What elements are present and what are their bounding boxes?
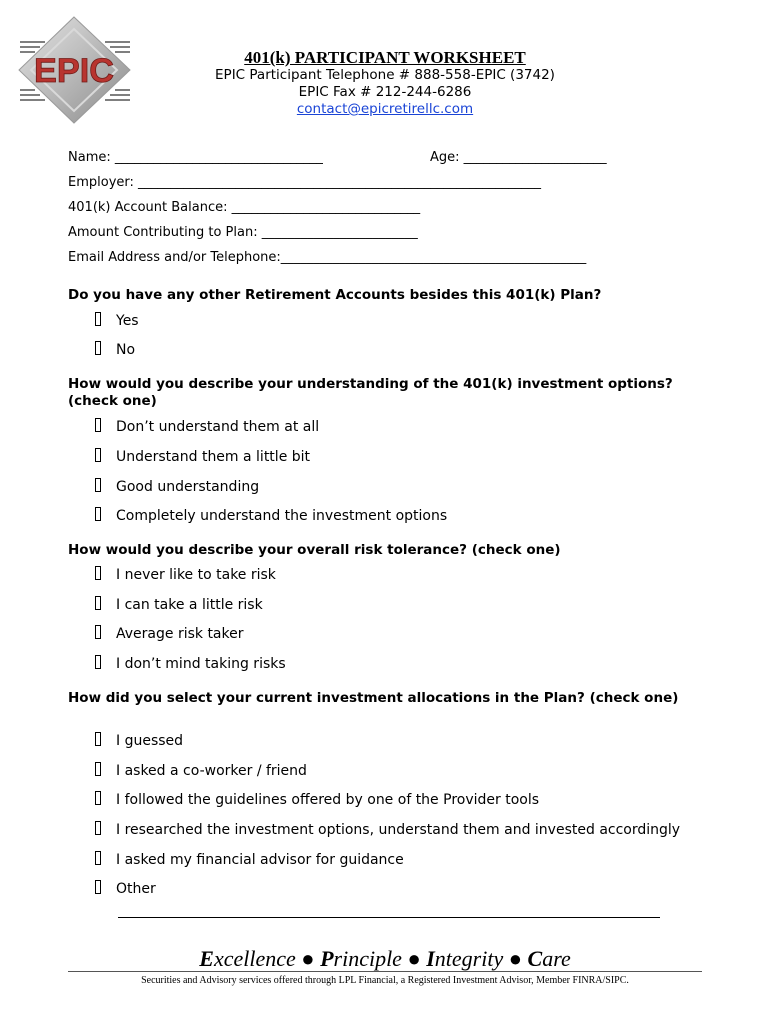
question-allocation-method: How did you select your current investment allocations in the Plan? (check one) xyxy=(68,690,679,706)
checkbox[interactable] xyxy=(95,341,101,355)
option-completely-understand[interactable]: Completely understand the investment options xyxy=(95,508,447,524)
checkbox[interactable] xyxy=(95,762,101,776)
checkbox[interactable] xyxy=(95,312,101,326)
checkbox[interactable] xyxy=(95,732,101,746)
option-yes[interactable]: Yes xyxy=(95,313,139,329)
checkbox[interactable] xyxy=(95,880,101,894)
option-dont-mind-risk[interactable]: I don’t mind taking risks xyxy=(95,656,286,672)
option-dont-understand[interactable]: Don’t understand them at all xyxy=(95,419,319,435)
option-good-understanding[interactable]: Good understanding xyxy=(95,479,259,495)
employer-field[interactable]: Employer: ______________________________________________________________ xyxy=(68,175,542,190)
checkbox[interactable] xyxy=(95,418,101,432)
logo-text: EPIC xyxy=(34,52,114,90)
age-field[interactable]: Age: ______________________ xyxy=(430,150,607,165)
header-fax: EPIC Fax # 212-244-6286 xyxy=(298,84,472,100)
worksheet-title: 401(k) PARTICIPANT WORKSHEET xyxy=(244,48,526,67)
checkbox[interactable] xyxy=(95,851,101,865)
checkbox[interactable] xyxy=(95,566,101,580)
footer-legal-text: Securities and Advisory services offered through LPL Financial, a Registered Investment Advisor, Member FINRA/SIPC. xyxy=(141,975,629,986)
email-telephone-field[interactable]: Email Address and/or Telephone:_______________________________________________ xyxy=(68,250,587,265)
checkbox[interactable] xyxy=(95,448,101,462)
option-provider-tools[interactable]: I followed the guidelines offered by one of the Provider tools xyxy=(95,792,539,808)
option-guessed[interactable]: I guessed xyxy=(95,733,183,749)
option-coworker[interactable]: I asked a co-worker / friend xyxy=(95,763,307,779)
footer-divider xyxy=(68,971,702,972)
checkbox[interactable] xyxy=(95,791,101,805)
checkbox[interactable] xyxy=(95,596,101,610)
option-little-bit[interactable]: Understand them a little bit xyxy=(95,449,310,465)
option-researched[interactable]: I researched the investment options, understand them and invested accordingly xyxy=(95,822,680,838)
checkbox[interactable] xyxy=(95,655,101,669)
header-email-row xyxy=(0,101,770,117)
checkbox[interactable] xyxy=(95,821,101,835)
header-phone: EPIC Participant Telephone # 888-558-EPIC (3742) xyxy=(215,67,555,83)
option-no[interactable]: No xyxy=(95,342,135,358)
account-balance-field[interactable]: 401(k) Account Balance: _____________________________ xyxy=(68,200,421,215)
question-other-accounts: Do you have any other Retirement Accounts besides this 401(k) Plan? xyxy=(68,287,602,303)
question-risk-tolerance: How would you describe your overall risk tolerance? (check one) xyxy=(68,542,561,558)
footer-motto: Excellence ● Principle ● Integrity ● Care xyxy=(199,946,571,971)
option-financial-advisor[interactable]: I asked my financial advisor for guidance xyxy=(95,852,404,868)
option-average-risk[interactable]: Average risk taker xyxy=(95,626,243,642)
option-other[interactable]: Other xyxy=(95,881,156,897)
email-link[interactable]: contact@epicretirellc.com xyxy=(296,101,474,117)
other-write-in-line[interactable] xyxy=(118,917,660,918)
option-never-risk[interactable]: I never like to take risk xyxy=(95,567,276,583)
amount-contributing-field[interactable]: Amount Contributing to Plan: ________________________ xyxy=(68,225,418,240)
checkbox[interactable] xyxy=(95,478,101,492)
name-field[interactable]: Name: ________________________________ xyxy=(68,150,323,165)
question-understanding: How would you describe your understanding of the 401(k) investment options? (check one) xyxy=(68,376,673,409)
checkbox[interactable] xyxy=(95,625,101,639)
checkbox[interactable] xyxy=(95,507,101,521)
option-little-risk[interactable]: I can take a little risk xyxy=(95,597,263,613)
